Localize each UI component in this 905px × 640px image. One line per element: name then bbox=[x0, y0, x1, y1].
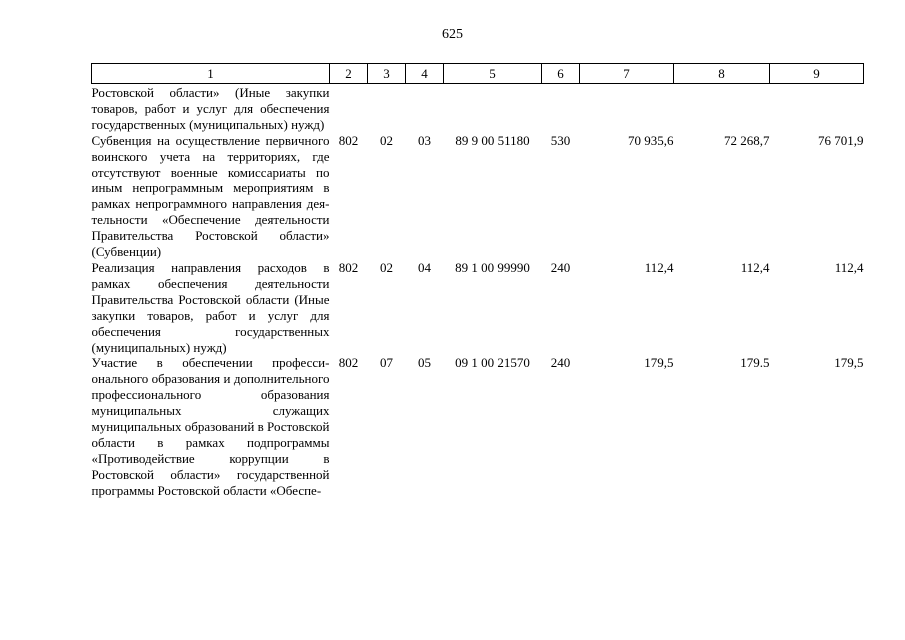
cell-amount-col8 bbox=[674, 84, 770, 133]
table-row bbox=[92, 133, 864, 260]
column-header: 2 bbox=[330, 64, 368, 84]
cell-section: 02 bbox=[380, 132, 393, 148]
cell-target-article: 89 9 00 51180 bbox=[455, 132, 530, 148]
cell-amount-col7: 112,4 bbox=[644, 259, 674, 275]
cell-target-article bbox=[444, 84, 542, 133]
column-header: 9 bbox=[770, 64, 864, 84]
row-description: Реализация направления расходов в рамках обеспечения деятельности Правительства Ростовской области (Иные закупки товаров, работ и услуг для обеспечения государственных (муниципальных) нужд) bbox=[91, 259, 330, 355]
cell-subsection: 03 bbox=[418, 132, 431, 148]
cell-section bbox=[368, 84, 406, 133]
row-description: Ростовской области» (Иные закупки товаров, работ и услуг для обеспечения государственных (муниципальных) нужд) bbox=[91, 85, 330, 132]
cell-amount-col9: 179,5 bbox=[834, 355, 864, 371]
cell-amount-col7 bbox=[580, 84, 674, 133]
cell-expense-type bbox=[542, 84, 580, 133]
column-header: 4 bbox=[406, 64, 444, 84]
table-row bbox=[92, 355, 864, 498]
cell-ministry: 802 bbox=[338, 355, 359, 371]
column-header: 5 bbox=[444, 64, 542, 84]
cell-amount-col8: 72 268,7 bbox=[724, 132, 770, 148]
budget-table bbox=[91, 63, 864, 499]
column-header: 7 bbox=[580, 64, 674, 84]
row-description: Субвенция на осуществление первичного воинского учета на территориях, где отсутствуют военные комиссариаты по иным непрограммным мероприятиям в рамках непрограммного направления деятельности «Обеспечение деятельности Правительства Ростовской области» (Субвенции) bbox=[91, 132, 330, 260]
cell-ministry bbox=[330, 84, 368, 133]
cell-target-article: 09 1 00 21570 bbox=[455, 355, 530, 371]
cell-section: 07 bbox=[380, 355, 393, 371]
cell-amount-col7: 179,5 bbox=[644, 355, 674, 371]
cell-expense-type: 240 bbox=[550, 355, 571, 371]
cell-subsection: 04 bbox=[418, 259, 431, 275]
column-header: 8 bbox=[674, 64, 770, 84]
cell-expense-type: 240 bbox=[550, 259, 571, 275]
cell-amount-col9: 76 701,9 bbox=[818, 132, 864, 148]
cell-target-article: 89 1 00 99990 bbox=[455, 259, 530, 275]
cell-amount-col7: 70 935,6 bbox=[628, 132, 674, 148]
column-header: 6 bbox=[542, 64, 580, 84]
column-header: 1 bbox=[92, 64, 330, 84]
table-row bbox=[92, 84, 864, 133]
column-header: 3 bbox=[368, 64, 406, 84]
cell-expense-type: 530 bbox=[550, 132, 571, 148]
cell-section: 02 bbox=[380, 259, 393, 275]
table-row bbox=[92, 260, 864, 355]
row-description: Участие в обеспечении профессионального образования и дополнительного профессионального образования муниципальных служащих муниципальных образований в Ростовской области в рамках подпрограммы «Противодействие коррупции в Ростовской области» государственной программы Ростовской области «Обеспе- bbox=[91, 355, 330, 498]
cell-amount-col9: 112,4 bbox=[834, 259, 864, 275]
cell-amount-col8: 112,4 bbox=[740, 259, 770, 275]
cell-subsection: 05 bbox=[418, 355, 431, 371]
cell-subsection bbox=[406, 84, 444, 133]
cell-amount-col9 bbox=[770, 84, 864, 133]
cell-amount-col8: 179.5 bbox=[740, 355, 770, 371]
cell-ministry: 802 bbox=[338, 132, 359, 148]
page-number: 625 bbox=[442, 27, 463, 42]
cell-ministry: 802 bbox=[338, 259, 359, 275]
table-header-row bbox=[92, 64, 864, 84]
